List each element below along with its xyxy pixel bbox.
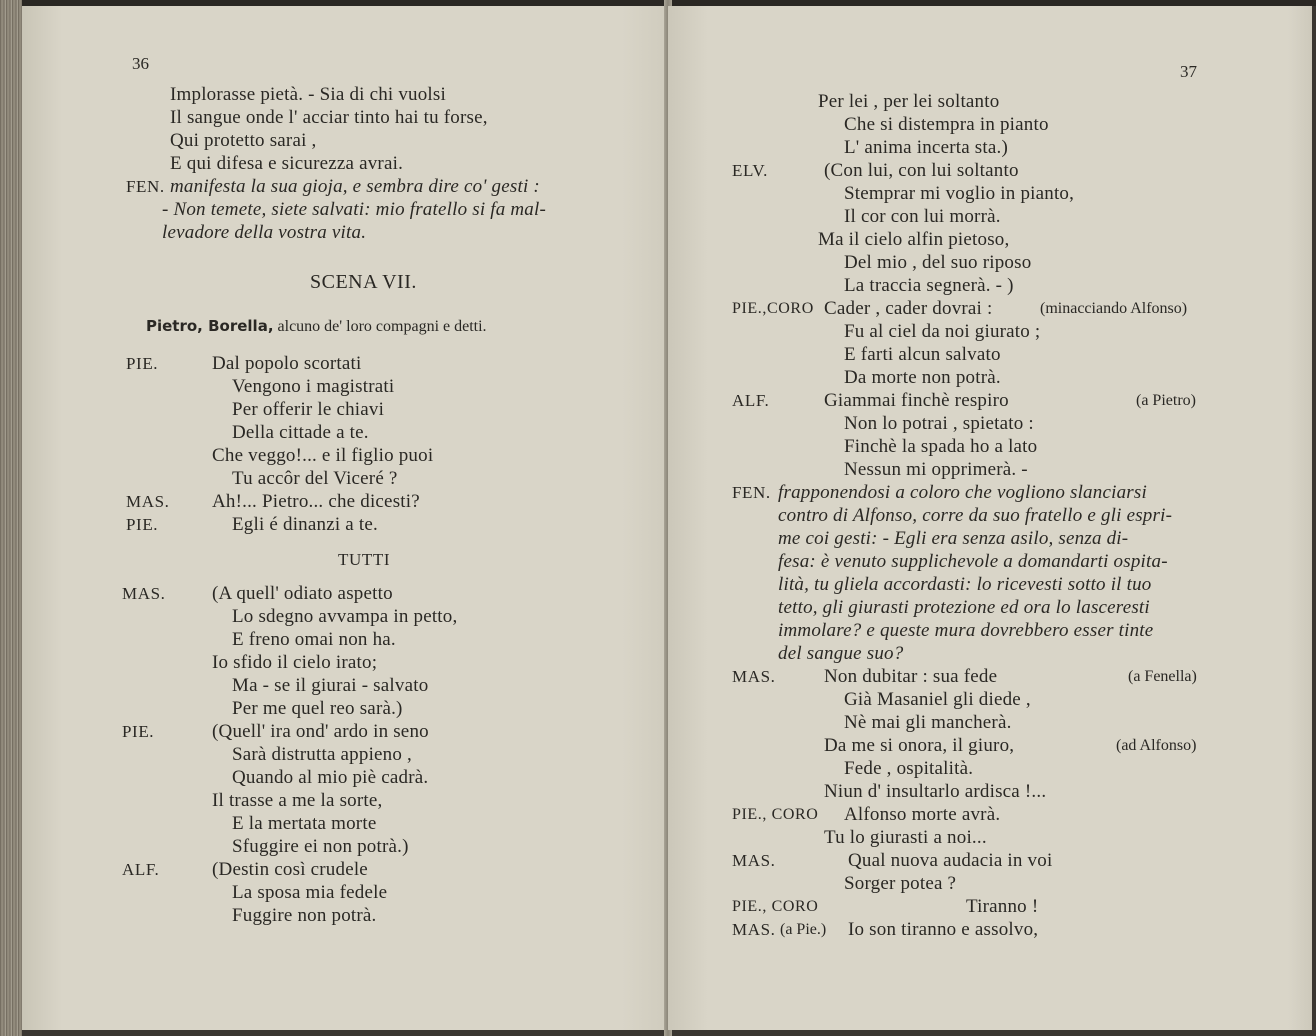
verse-line: Il sangue onde l' acciar tinto hai tu forse, (170, 107, 488, 128)
verse-line: Del mio , del suo riposo (844, 252, 1032, 273)
speaker-label: FEN. (126, 177, 165, 196)
verse-line: Qual nuova audacia in voi (848, 850, 1053, 871)
verse-line: Tu accôr del Viceré ? (232, 468, 398, 489)
verse-line: L' anima incerta sta.) (844, 137, 1008, 158)
verse-line: Dal popolo scortati (212, 353, 362, 374)
verse-line: Implorasse pietà. - Sia di chi vuolsi (170, 84, 446, 105)
speaker-label: PIE. (122, 722, 155, 741)
stage-direction: (ad Alfonso) (1116, 737, 1197, 754)
verse-line: (Destin così crudele (212, 859, 368, 880)
stage-direction: (a Fenella) (1128, 668, 1197, 685)
verse-line: E farti alcun salvato (844, 344, 1001, 365)
page-number: 36 (132, 54, 149, 73)
speaker-label: MAS. (732, 851, 776, 870)
verse-line: E qui difesa e sicurezza avrai. (170, 153, 404, 174)
stage-direction: immolare? e queste mura dovrebbero esser tinte (778, 620, 1154, 641)
speaker-label: MAS. (126, 492, 170, 511)
verse-line: Della cittade a te. (232, 422, 369, 443)
stage-direction: levadore della vostra vita. (162, 222, 367, 243)
verse-line: Quando al mio piè cadrà. (232, 767, 429, 788)
verse-line: Per offerir le chiavi (232, 399, 385, 420)
verse-line: (A quell' odiato aspetto (212, 583, 393, 604)
verse-line: Ma il cielo alfin pietoso, (818, 229, 1010, 250)
verse-line: Per me quel reo sarà.) (232, 698, 403, 719)
stage-direction: (a Pie.) (780, 921, 827, 938)
verse-line: Non dubitar : sua fede (824, 666, 998, 687)
verse-line: Sorger potea ? (844, 873, 957, 894)
speaker-label: ALF. (122, 860, 160, 879)
verse-line: Fede , ospitalità. (844, 758, 974, 779)
cast-list (146, 317, 487, 336)
verse-line: Giammai finchè respiro (824, 390, 1009, 411)
stage-direction: lità, tu gliela accordasti: lo ricevesti sotto il tuo (778, 574, 1152, 595)
stage-direction: fesa: è venuto supplichevole a domandarti ospita- (778, 551, 1168, 572)
stage-direction: (a Pietro) (1136, 392, 1196, 409)
verse-line: Che veggo!... e il figlio puoi (212, 445, 434, 466)
verse-line: (Con lui, con lui soltanto (824, 160, 1019, 181)
verse-line: (Quell' ira ond' ardo in seno (212, 721, 429, 742)
verse-line: Tiranno ! (966, 896, 1039, 917)
stage-direction: frapponendosi a coloro che vogliono slanciarsi (778, 482, 1147, 503)
cast-names: Pietro, Borella, (146, 317, 274, 335)
speaker-label: MAS. (732, 920, 776, 939)
stage-direction: del sangue suo? (778, 643, 904, 664)
cast-others: alcuno de' loro compagni e detti. (277, 318, 487, 335)
verse-line: Il cor con lui morrà. (844, 206, 1001, 227)
verse-line: Che si distempra in pianto (844, 114, 1049, 135)
verse-line: Ma - se il giurai - salvato (232, 675, 429, 696)
speaker-label: PIE.,CORO (732, 300, 814, 317)
verse-line: Il trasse a me la sorte, (212, 790, 383, 811)
stage-direction: manifesta la sua gioja, e sembra dire co' gesti : (170, 176, 540, 197)
verse-line: Io son tiranno e assolvo, (848, 919, 1039, 940)
verse-line: Fu al ciel da noi giurato ; (844, 321, 1041, 342)
verse-line: Cader , cader dovrai : (824, 298, 993, 319)
stage-direction: me coi gesti: - Egli era senza asilo, senza di- (778, 528, 1129, 549)
speaker-label: ALF. (732, 391, 770, 410)
verse-line: Non lo potrai , spietato : (844, 413, 1034, 434)
verse-line: Per lei , per lei soltanto (818, 91, 1000, 112)
verse-line: E freno omai non ha. (232, 629, 396, 650)
speaker-label: PIE. (126, 354, 159, 373)
verse-line: Sarà distrutta appieno , (232, 744, 412, 765)
right-page (668, 6, 1312, 1030)
tutti-heading: TUTTI (338, 550, 391, 569)
verse-line: Nessun mi opprimerà. - (844, 459, 1028, 480)
verse-line: Tu lo giurasti a noi... (824, 827, 987, 848)
stage-direction: tetto, gli giurasti protezione ed ora lo lasceresti (778, 597, 1150, 618)
verse-line: Da me si onora, il giuro, (824, 735, 1015, 756)
verse-line: Alfonso morte avrà. (844, 804, 1001, 825)
speaker-label: PIE., CORO (732, 806, 819, 823)
stage-direction: (minacciando Alfonso) (1040, 300, 1188, 317)
stage-direction: contro di Alfonso, corre da suo fratello e gli espri- (778, 505, 1173, 526)
verse-line: Da morte non potrà. (844, 367, 1001, 388)
verse-line: Io sfido il cielo irato; (212, 652, 378, 673)
speaker-label: ELV. (732, 161, 768, 180)
page-number: 37 (1180, 62, 1197, 81)
verse-line: E la mertata morte (232, 813, 377, 834)
verse-line: Già Masaniel gli diede , (844, 689, 1031, 710)
verse-line: Niun d' insultarlo ardisca !... (824, 781, 1047, 802)
verse-line: La traccia segnerà. - ) (844, 275, 1014, 296)
verse-line: Stemprar mi voglio in pianto, (844, 183, 1075, 204)
left-page (22, 6, 668, 1030)
verse-line: Finchè la spada ho a lato (844, 436, 1038, 457)
speaker-label: MAS. (122, 584, 166, 603)
verse-line: Vengono i magistrati (232, 376, 395, 397)
verse-line: Sfuggire ei non potrà.) (232, 836, 409, 857)
speaker-label: PIE., CORO (732, 898, 819, 915)
verse-line: Nè mai gli mancherà. (844, 712, 1012, 733)
verse-line: Ah!... Pietro... che dicesti? (212, 491, 420, 512)
verse-line: La sposa mia fedele (232, 882, 388, 903)
stage-direction: - Non temete, siete salvati: mio fratello si fa mal- (162, 199, 547, 220)
scene-title: SCENA VII. (310, 271, 417, 293)
speaker-label: PIE. (126, 515, 159, 534)
verse-line: Lo sdegno avvampa in petto, (232, 606, 458, 627)
speaker-label: MAS. (732, 667, 776, 686)
speaker-label: FEN. (732, 483, 771, 502)
verse-line: Qui protetto sarai , (170, 130, 317, 151)
verse-line: Fuggire non potrà. (232, 905, 377, 926)
verse-line: Egli é dinanzi a te. (232, 514, 378, 535)
book-page-edges (0, 0, 22, 1036)
